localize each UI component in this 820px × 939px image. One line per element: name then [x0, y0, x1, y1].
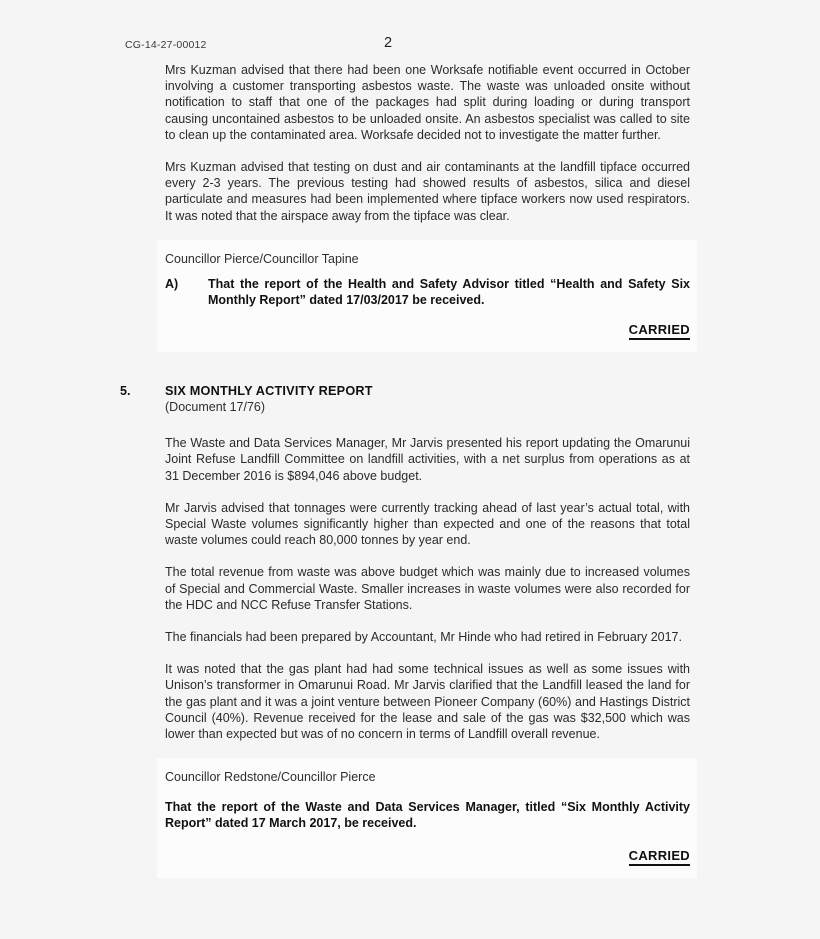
- paragraph-revenue: The total revenue from waste was above budget which was mainly due to increased volumes of Special and Commercial Waste. Smaller increases in waste volumes were also recorded for the HDC and NCC Refuse Transfer Stations.: [165, 565, 690, 612]
- content-column: [120, 62, 690, 878]
- motion-result-carried: CARRIED: [629, 848, 690, 866]
- paragraph-report-surplus: The Waste and Data Services Manager, Mr Jarvis presented his report updating the Omarunui Joint Refuse Landfill Committee on landfill activities, with a net surplus from operations as at 31 December 2016 is $894,046 above budget.: [165, 436, 690, 483]
- motion-clause-text: That the report of the Waste and Data Services Manager, titled “Six Monthly Activity Report” dated 17 March 2017, be received.: [165, 800, 690, 831]
- section-document-reference: (Document 17/76): [165, 400, 266, 415]
- motion-clause: [165, 276, 690, 308]
- motion-movers: Councillor Pierce/Councillor Tapine: [165, 251, 359, 266]
- document-reference: CG-14-27-00012: [125, 39, 207, 51]
- paragraph-tonnages: Mr Jarvis advised that tonnages were currently tracking ahead of last year’s actual total, with Special Waste volumes significantly higher than expected and one of the reasons that total waste volumes could reach 80,000 tonnes by year end.: [165, 500, 690, 548]
- motion-result-row: [165, 321, 690, 340]
- motion-clause-label: A): [165, 276, 179, 291]
- motion-result-carried: CARRIED: [629, 322, 690, 340]
- section-heading: [120, 384, 690, 415]
- motion-box-health-safety: [157, 240, 697, 352]
- paragraph-worksafe-event: Mrs Kuzman advised that there had been one Worksafe notifiable event occurred in October involving a customer transporting asbestos waste. The waste was unloaded onsite without notification to staff that one of the packages had split during loading or during transport causing uncontained asbestos to be unloaded onsite. An asbestos specialist was called to site to clean up the contaminated area. Worksafe decided not to investigate the matter further.: [165, 63, 690, 142]
- paragraph-gas-plant: It was noted that the gas plant had had some technical issues as well as some issues with Unison’s transformer in Omarunui Road. Mr Jarvis clarified that the Landfill leased the land for the gas plant and it was a joint venture between Pioneer Company (60%) and Hastings District Council (40%). Revenue received for the lease and sale of the gas was $32,500 which was lower than expected but was of no concern in terms of Landfill overall revenue.: [165, 662, 690, 742]
- motion-box-activity-report: [157, 758, 697, 877]
- section-title: SIX MONTHLY ACTIVITY REPORT: [165, 384, 373, 399]
- paragraph-dust-testing: Mrs Kuzman advised that testing on dust and air contaminants at the landfill tipface occurred every 2-3 years. The previous testing had showed results of asbestos, silica and diesel particulate and measures had been implemented where tipface workers now used respirators. It was noted that the airspace away from the tipface was clear.: [165, 160, 690, 223]
- paragraph-financials: The financials had been prepared by Accountant, Mr Hinde who had retired in February 2017.: [165, 630, 682, 645]
- motion-clause-text: That the report of the Health and Safety Advisor titled “Health and Safety Six Monthly Report” dated 17/03/2017 be received.: [208, 276, 690, 308]
- motion-result-row: [165, 847, 690, 866]
- section-number: 5.: [120, 384, 131, 399]
- page-number: 2: [384, 35, 393, 51]
- motion-movers: Councillor Redstone/Councillor Pierce: [165, 770, 376, 785]
